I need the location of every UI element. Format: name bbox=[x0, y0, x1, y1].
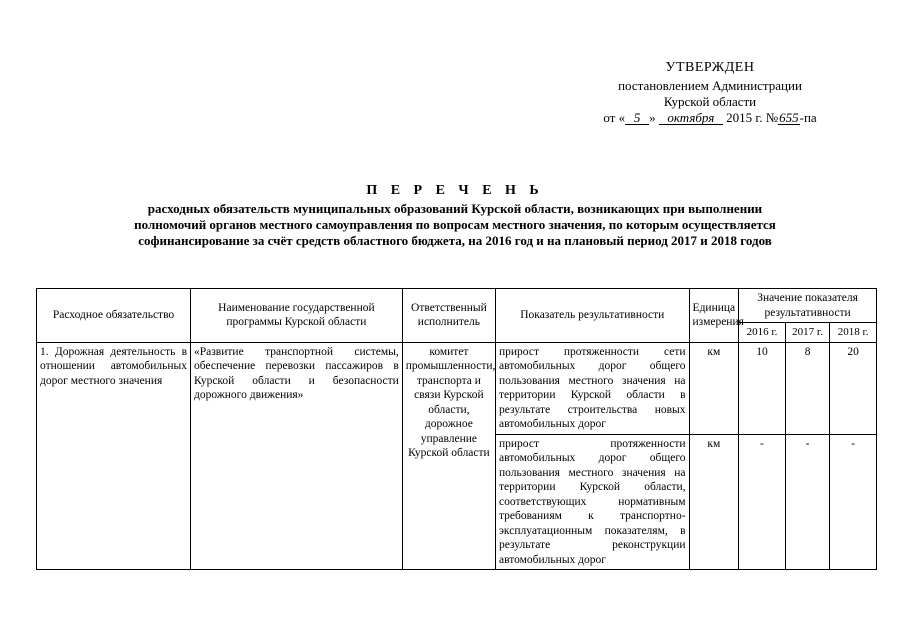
document-title bbox=[60, 183, 850, 249]
cell-value-2018-2: - bbox=[830, 434, 877, 570]
cell-value-2017-2: - bbox=[785, 434, 830, 570]
cell-indicator-2: прирост протяженности автомобильных дорог общего пользования местного значения на территории Курской области, соответствующих нормативным требованиям к транспортно-эксплуатационным показателям, в результате реконструкции автомобильных дорог bbox=[496, 434, 690, 570]
title-line-3: софинансирование за счёт средств областного бюджета, на 2016 год и на плановый период 2017 и 2018 годов bbox=[138, 233, 772, 248]
date-month: октября bbox=[659, 111, 723, 125]
approval-heading: УТВЕРЖДЕН bbox=[665, 60, 755, 75]
table-row bbox=[37, 342, 877, 434]
title-line-2: полномочий органов местного самоуправления по вопросам местного значения, по которым осуществляется bbox=[134, 217, 776, 232]
title-heading: П Е Р Е Ч Е Н Ь bbox=[366, 183, 544, 198]
header-year-2018: 2018 г. bbox=[830, 323, 877, 343]
cell-unit-2: км bbox=[689, 434, 739, 570]
date-year: 2015 г. № bbox=[726, 110, 779, 125]
header-year-2016: 2016 г. bbox=[739, 323, 786, 343]
header-unit: Единица измерения bbox=[689, 289, 739, 343]
header-obligation: Расходное обязательство bbox=[37, 289, 191, 343]
date-prefix: от « bbox=[603, 110, 626, 125]
cell-value-2016-1: 10 bbox=[739, 342, 786, 434]
approval-line-2: Курской области bbox=[663, 94, 757, 109]
date-mid: » bbox=[649, 110, 656, 125]
cell-unit-1: км bbox=[689, 342, 739, 434]
cell-value-2018-1: 20 bbox=[830, 342, 877, 434]
approval-stamp bbox=[560, 60, 860, 126]
header-executor: Ответственный исполнитель bbox=[402, 289, 495, 343]
title-line-1: расходных обязательств муниципальных образований Курской области, возникающих при выполнении bbox=[147, 201, 763, 216]
header-year-2017: 2017 г. bbox=[785, 323, 830, 343]
decree-suffix: -па bbox=[799, 110, 817, 125]
cell-value-2016-2: - bbox=[739, 434, 786, 570]
cell-program: «Развитие транспортной системы, обеспечение перевозки пассажиров в Курской области и безопасности дорожного движения» bbox=[191, 342, 403, 570]
cell-indicator-1: прирост протяженности сети автомобильных дорог общего пользования местного значения на территории Курской области в результате строительства новых автомобильных дорог bbox=[496, 342, 690, 434]
header-program: Наименование государственной программы Курской области bbox=[191, 289, 403, 343]
header-indicator: Показатель результативности bbox=[496, 289, 690, 343]
cell-obligation: 1. Дорожная деятельность в отношении автомобильных дорог местного значения bbox=[37, 342, 191, 570]
cell-executor: комитет промышленности, транспорта и связи Курской области, дорожное управление Курской области bbox=[402, 342, 495, 570]
date-day: 5 bbox=[625, 111, 649, 125]
header-row bbox=[37, 289, 877, 323]
approval-line-1: постановлением Администрации bbox=[618, 78, 802, 93]
approval-date-line bbox=[560, 110, 860, 126]
cell-value-2017-1: 8 bbox=[785, 342, 830, 434]
obligations-table bbox=[36, 288, 877, 570]
header-value-group: Значение показателя результативности bbox=[739, 289, 877, 323]
decree-number: 655 bbox=[779, 110, 799, 125]
